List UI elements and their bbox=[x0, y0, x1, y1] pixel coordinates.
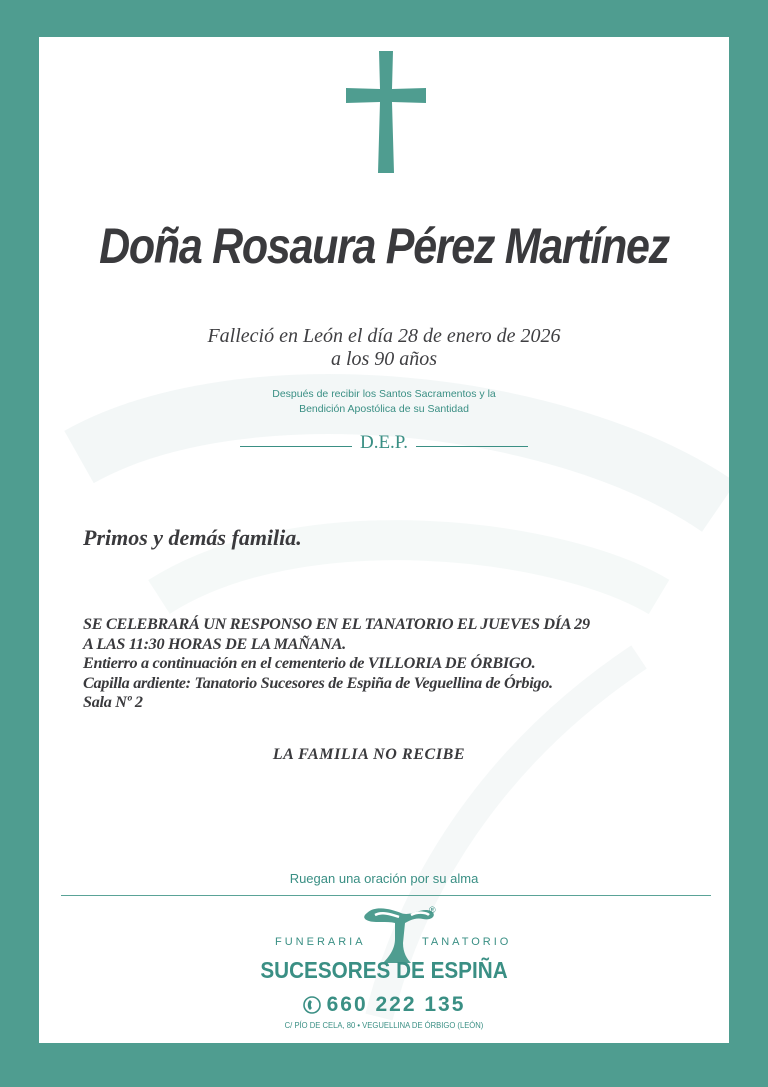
registered-mark: ® bbox=[429, 905, 436, 915]
divider-line-left bbox=[240, 446, 352, 447]
sacraments-text bbox=[39, 387, 729, 417]
service-details bbox=[83, 615, 723, 713]
no-reception-notice: LA FAMILIA NO RECIBE bbox=[272, 746, 466, 763]
death-date-line: Falleció en León el día 28 de enero de 2026 bbox=[207, 325, 561, 347]
death-info bbox=[39, 325, 729, 371]
notice-sheet bbox=[39, 37, 729, 1043]
funeraria-label: FUNERARIA bbox=[275, 936, 366, 948]
age-line: a los 90 años bbox=[330, 348, 438, 370]
phone-row bbox=[39, 993, 729, 1017]
deceased-name: Doña Rosaura Pérez Martínez bbox=[99, 218, 669, 274]
phone-number[interactable]: 660 222 135 bbox=[326, 993, 466, 1016]
footer-divider bbox=[61, 895, 711, 896]
divider-line-right bbox=[416, 446, 528, 447]
phone-icon bbox=[303, 996, 321, 1014]
details-line: SE CELEBRARÁ UN RESPONSO EN EL TANATORIO EL JUEVES DÍA 29 bbox=[83, 615, 590, 633]
latin-cross-icon bbox=[346, 51, 426, 173]
dep-label: D.E.P. bbox=[359, 432, 409, 453]
sacraments-line-1: Después de recibir los Santos Sacramentos y la bbox=[272, 388, 496, 400]
details-line: Capilla ardiente: Tanatorio Sucesores de Espiña de Veguellina de Órbigo. bbox=[83, 673, 553, 692]
details-line: A LAS 11:30 HORAS DE LA MAÑANA. bbox=[83, 634, 346, 653]
dep-divider bbox=[39, 432, 729, 454]
funeral-home-name: SUCESORES DE ESPIÑA bbox=[260, 957, 508, 983]
details-line: Entierro a continuación en el cementerio de VILLORIA DE ÓRBIGO. bbox=[83, 654, 536, 672]
family-line: Primos y demás familia. bbox=[83, 525, 302, 550]
tanatorio-label: TANATORIO bbox=[422, 936, 512, 948]
funeral-home-address: C/ PÍO DE CELA, 80 • VEGUELLINA DE ÓRBIGO (LEÓN) bbox=[284, 1020, 484, 1030]
details-line: Sala Nº 2 bbox=[83, 693, 143, 711]
prayer-request: Ruegan una oración por su alma bbox=[289, 871, 479, 886]
sacraments-line-2: Bendición Apostólica de su Santidad bbox=[299, 403, 469, 415]
